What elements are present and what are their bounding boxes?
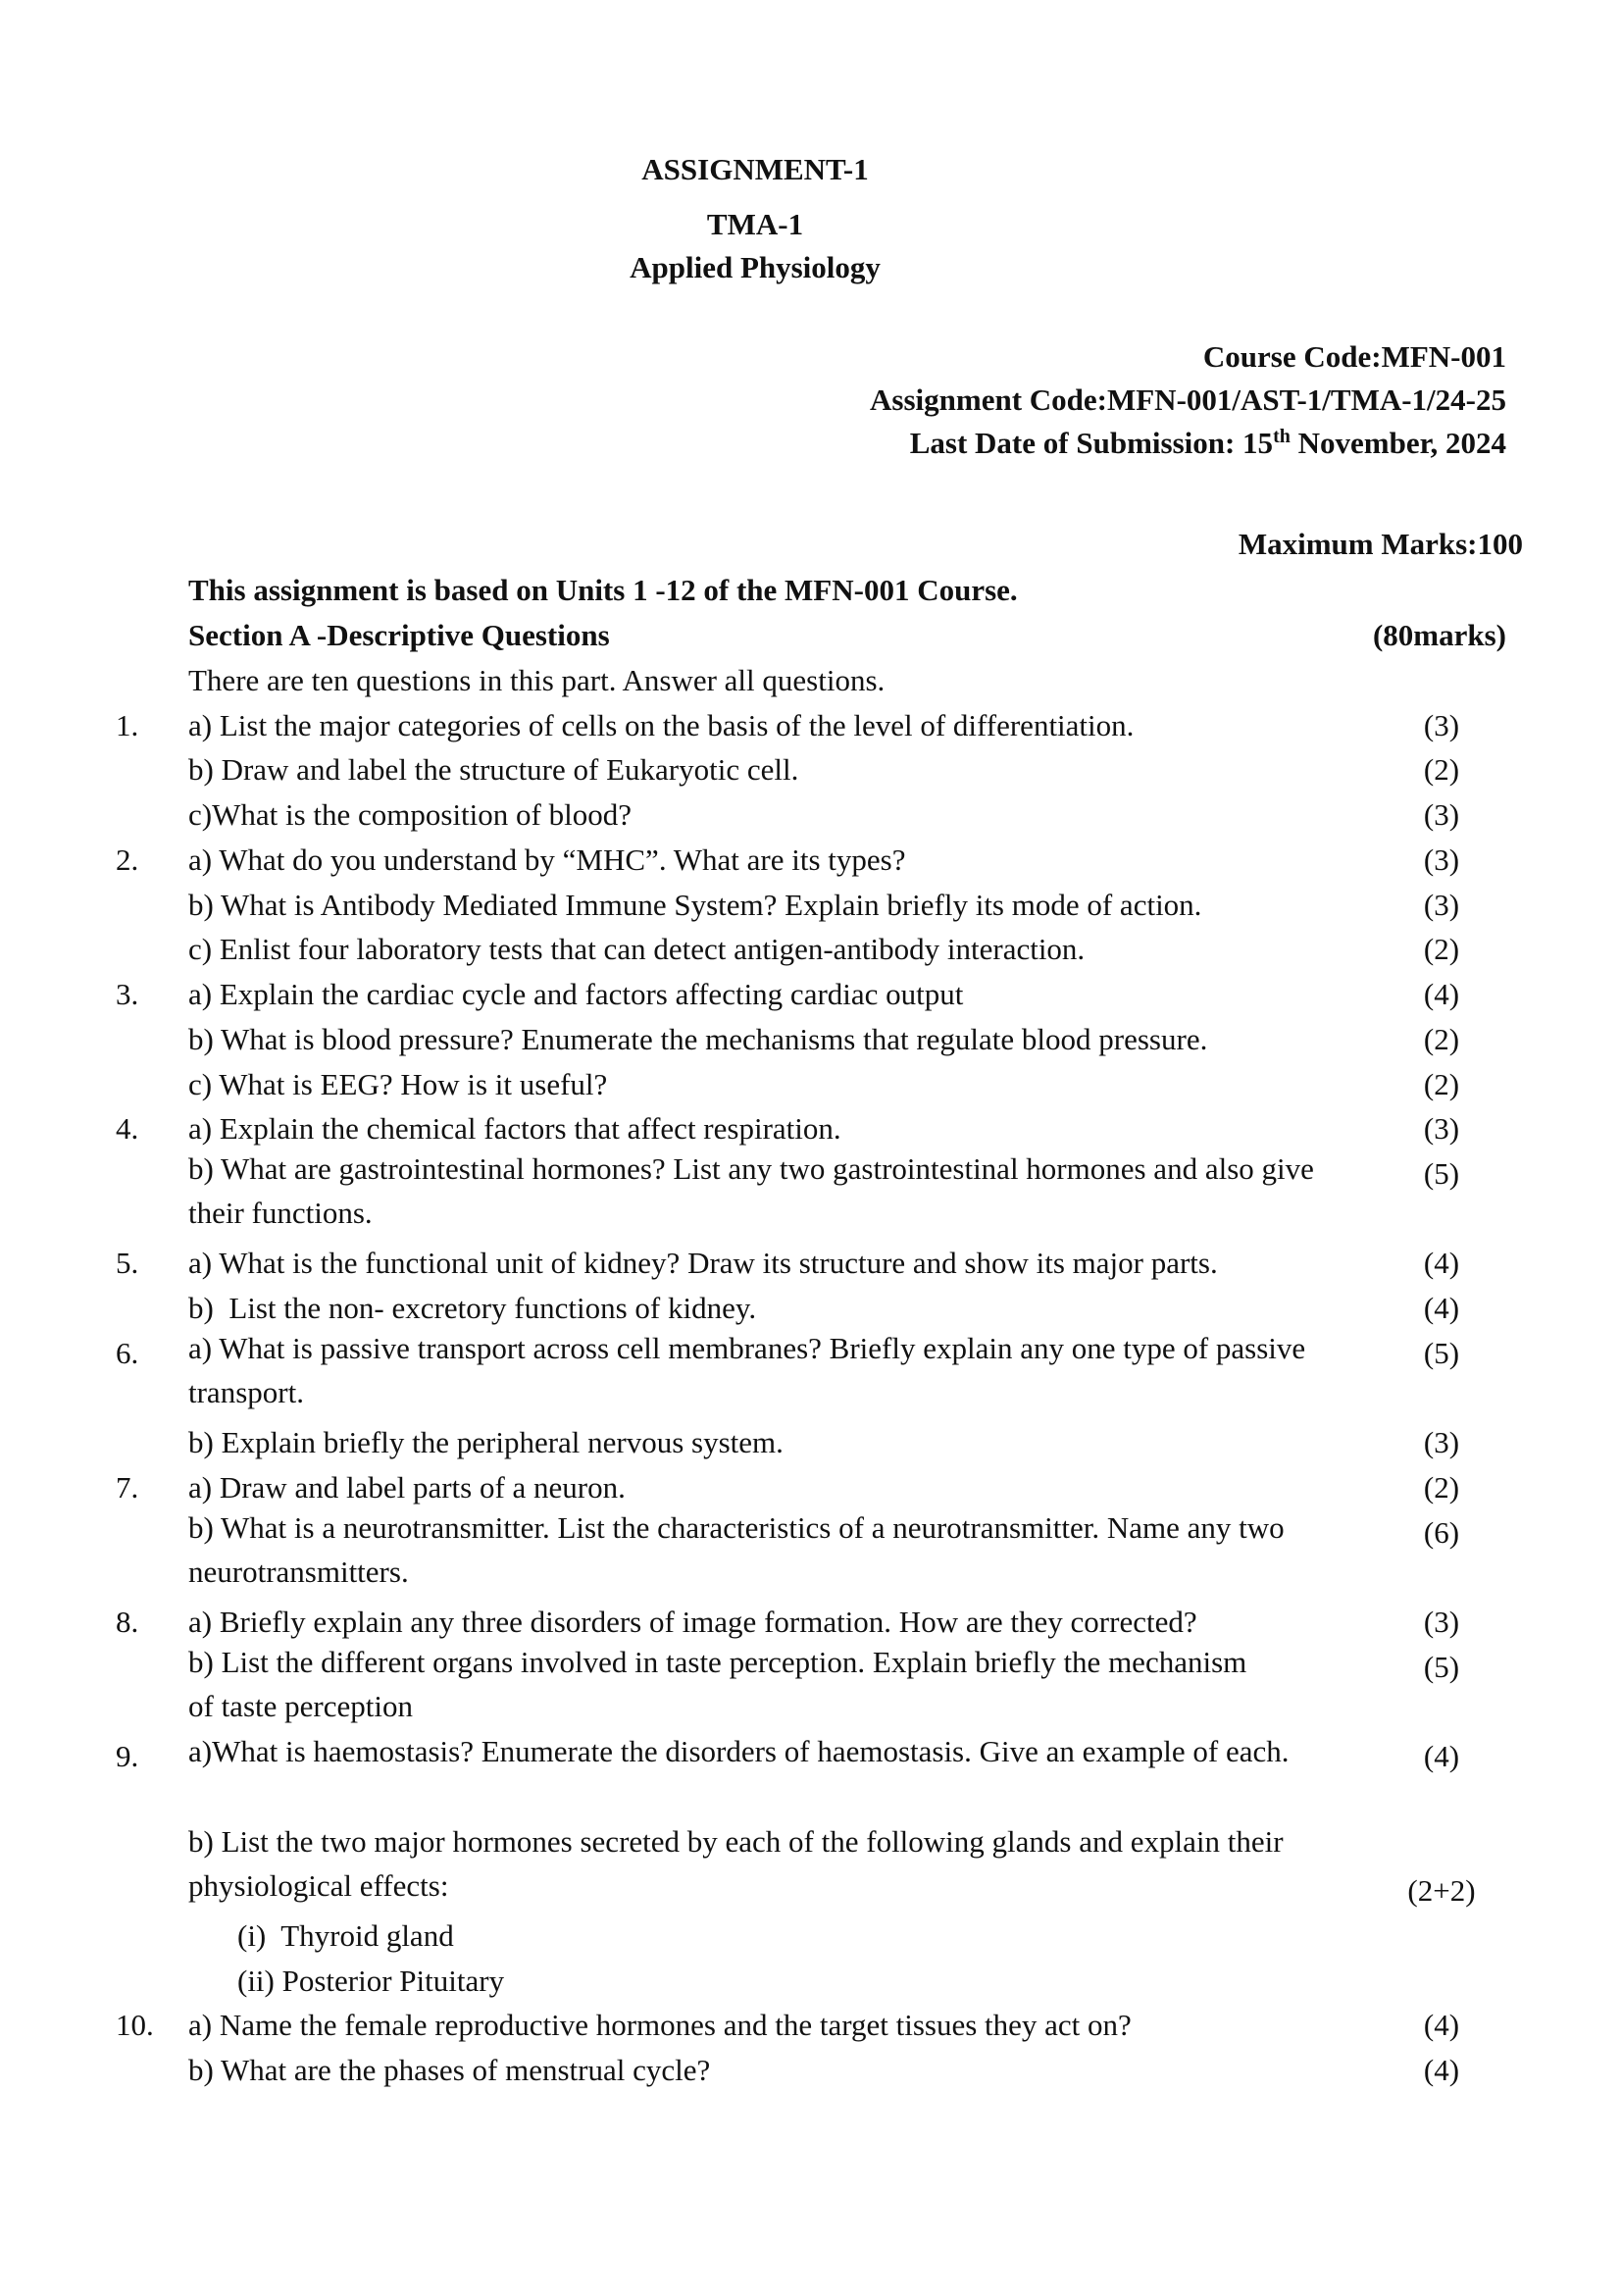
question-part: b) List the two major hormones secreted by each of the following glands and explain their physiological effects: [188, 1824, 1284, 1903]
assignment-title: ASSIGNMENT-1 [641, 152, 869, 186]
question-marks: (3) [1423, 708, 1460, 742]
question-part: b) What is blood pressure? Enumerate the mechanisms that regulate blood pressure. [188, 1022, 1208, 1056]
question-marks: (2) [1423, 932, 1460, 966]
question-part: c) Enlist four laboratory tests that can detect antigen-antibody interaction. [188, 932, 1086, 966]
last-date-of-submission [910, 428, 1506, 458]
question-part: b) What are gastrointestinal hormones? List any two gastrointestinal hormones and also give their functions. [188, 1151, 1314, 1230]
last-date-superscript: th [1273, 426, 1291, 447]
gland-item-posterior-pituitary: (ii) Posterior Pituitary [237, 1964, 505, 1998]
gland-item-thyroid: (i) Thyroid gland [237, 1918, 454, 1953]
question-part: a) Briefly explain any three disorders of image formation. How are they corrected? [188, 1605, 1197, 1639]
section-title: Section A -Descriptive Questions [188, 618, 610, 652]
question-marks: (4) [1423, 2053, 1460, 2087]
tma-label: TMA-1 [706, 207, 804, 241]
question-part: b) Explain briefly the peripheral nervous system. [188, 1425, 784, 1459]
question-number: 3. [116, 977, 139, 1011]
question-marks: (2) [1423, 752, 1460, 787]
question-part: a)What is haemostasis? Enumerate the disorders of haemostasis. Give an example of each. [188, 1734, 1290, 1768]
question-marks: (2) [1423, 1022, 1460, 1056]
question-marks: (3) [1423, 842, 1460, 877]
question-part: a) What do you understand by “MHC”. What are its types? [188, 842, 906, 877]
course-code: Course Code:MFN-001 [1202, 339, 1506, 374]
question-part: a) Explain the cardiac cycle and factors affecting cardiac output [188, 977, 964, 1011]
question-marks: (3) [1423, 1605, 1460, 1639]
question-number: 5. [116, 1246, 139, 1280]
question-part: b) List the different organs involved in taste perception. Explain briefly the mechanism of taste perception [188, 1645, 1247, 1723]
question-part: a) What is the functional unit of kidney? Draw its structure and show its major parts. [188, 1246, 1218, 1280]
question-marks: (6) [1423, 1515, 1460, 1550]
question-marks: (4) [1423, 977, 1460, 1011]
section-marks: (80marks) [1372, 618, 1506, 652]
question-number: 9. [116, 1739, 139, 1773]
question-part: b) What is Antibody Mediated Immune System? Explain briefly its mode of action. [188, 888, 1202, 922]
question-number: 1. [116, 708, 139, 742]
question-number: 8. [116, 1605, 139, 1639]
question-part: a) What is passive transport across cell membranes? Briefly explain any one type of passive transport. [188, 1331, 1306, 1409]
question-marks: (3) [1423, 1111, 1460, 1146]
question-part: b) What is a neurotransmitter. List the characteristics of a neurotransmitter. Name any two neurotransmitters. [188, 1510, 1285, 1589]
course-name: Applied Physiology [630, 250, 881, 284]
section-instruction: There are ten questions in this part. Answer all questions. [188, 663, 886, 697]
last-date-suffix: November, 2024 [1290, 426, 1506, 460]
question-part: a) Explain the chemical factors that affect respiration. [188, 1111, 841, 1146]
question-marks: (4) [1423, 1291, 1460, 1325]
question-marks: (4) [1423, 2008, 1460, 2042]
question-part: b) Draw and label the structure of Eukaryotic cell. [188, 752, 799, 787]
question-part: b) List the non- excretory functions of kidney. [188, 1291, 757, 1325]
question-number: 4. [116, 1111, 139, 1146]
question-marks: (5) [1423, 1336, 1460, 1370]
question-part: a) Draw and label parts of a neuron. [188, 1470, 626, 1505]
question-part: a) List the major categories of cells on the basis of the level of differentiation. [188, 708, 1135, 742]
question-part: c) What is EEG? How is it useful? [188, 1067, 608, 1101]
question-part: a) Name the female reproductive hormones and the target tissues they act on? [188, 2008, 1132, 2042]
assignment-code: Assignment Code:MFN-001/AST-1/TMA-1/24-25 [870, 383, 1506, 417]
question-part: c)What is the composition of blood? [188, 797, 632, 832]
question-marks: (4) [1423, 1246, 1460, 1280]
last-date-prefix: Last Date of Submission: 15 [909, 426, 1274, 460]
question-marks: (3) [1423, 1425, 1460, 1459]
question-marks: (5) [1423, 1650, 1460, 1684]
question-marks: (2) [1423, 1067, 1460, 1101]
question-marks: (5) [1423, 1156, 1460, 1191]
question-marks: (4) [1423, 1739, 1460, 1773]
question-number: 10. [116, 2008, 154, 2042]
question-number: 6. [116, 1336, 139, 1370]
question-marks: (3) [1423, 888, 1460, 922]
question-number: 7. [116, 1470, 139, 1505]
question-part: b) What are the phases of menstrual cycle? [188, 2053, 711, 2087]
maximum-marks: Maximum Marks:100 [1238, 527, 1523, 561]
question-marks: (2+2) [1407, 1873, 1476, 1908]
question-marks: (3) [1423, 797, 1460, 832]
question-marks: (2) [1423, 1470, 1460, 1505]
assignment-basis: This assignment is based on Units 1 -12 of the MFN-001 Course. [188, 573, 1018, 607]
question-number: 2. [116, 842, 139, 877]
